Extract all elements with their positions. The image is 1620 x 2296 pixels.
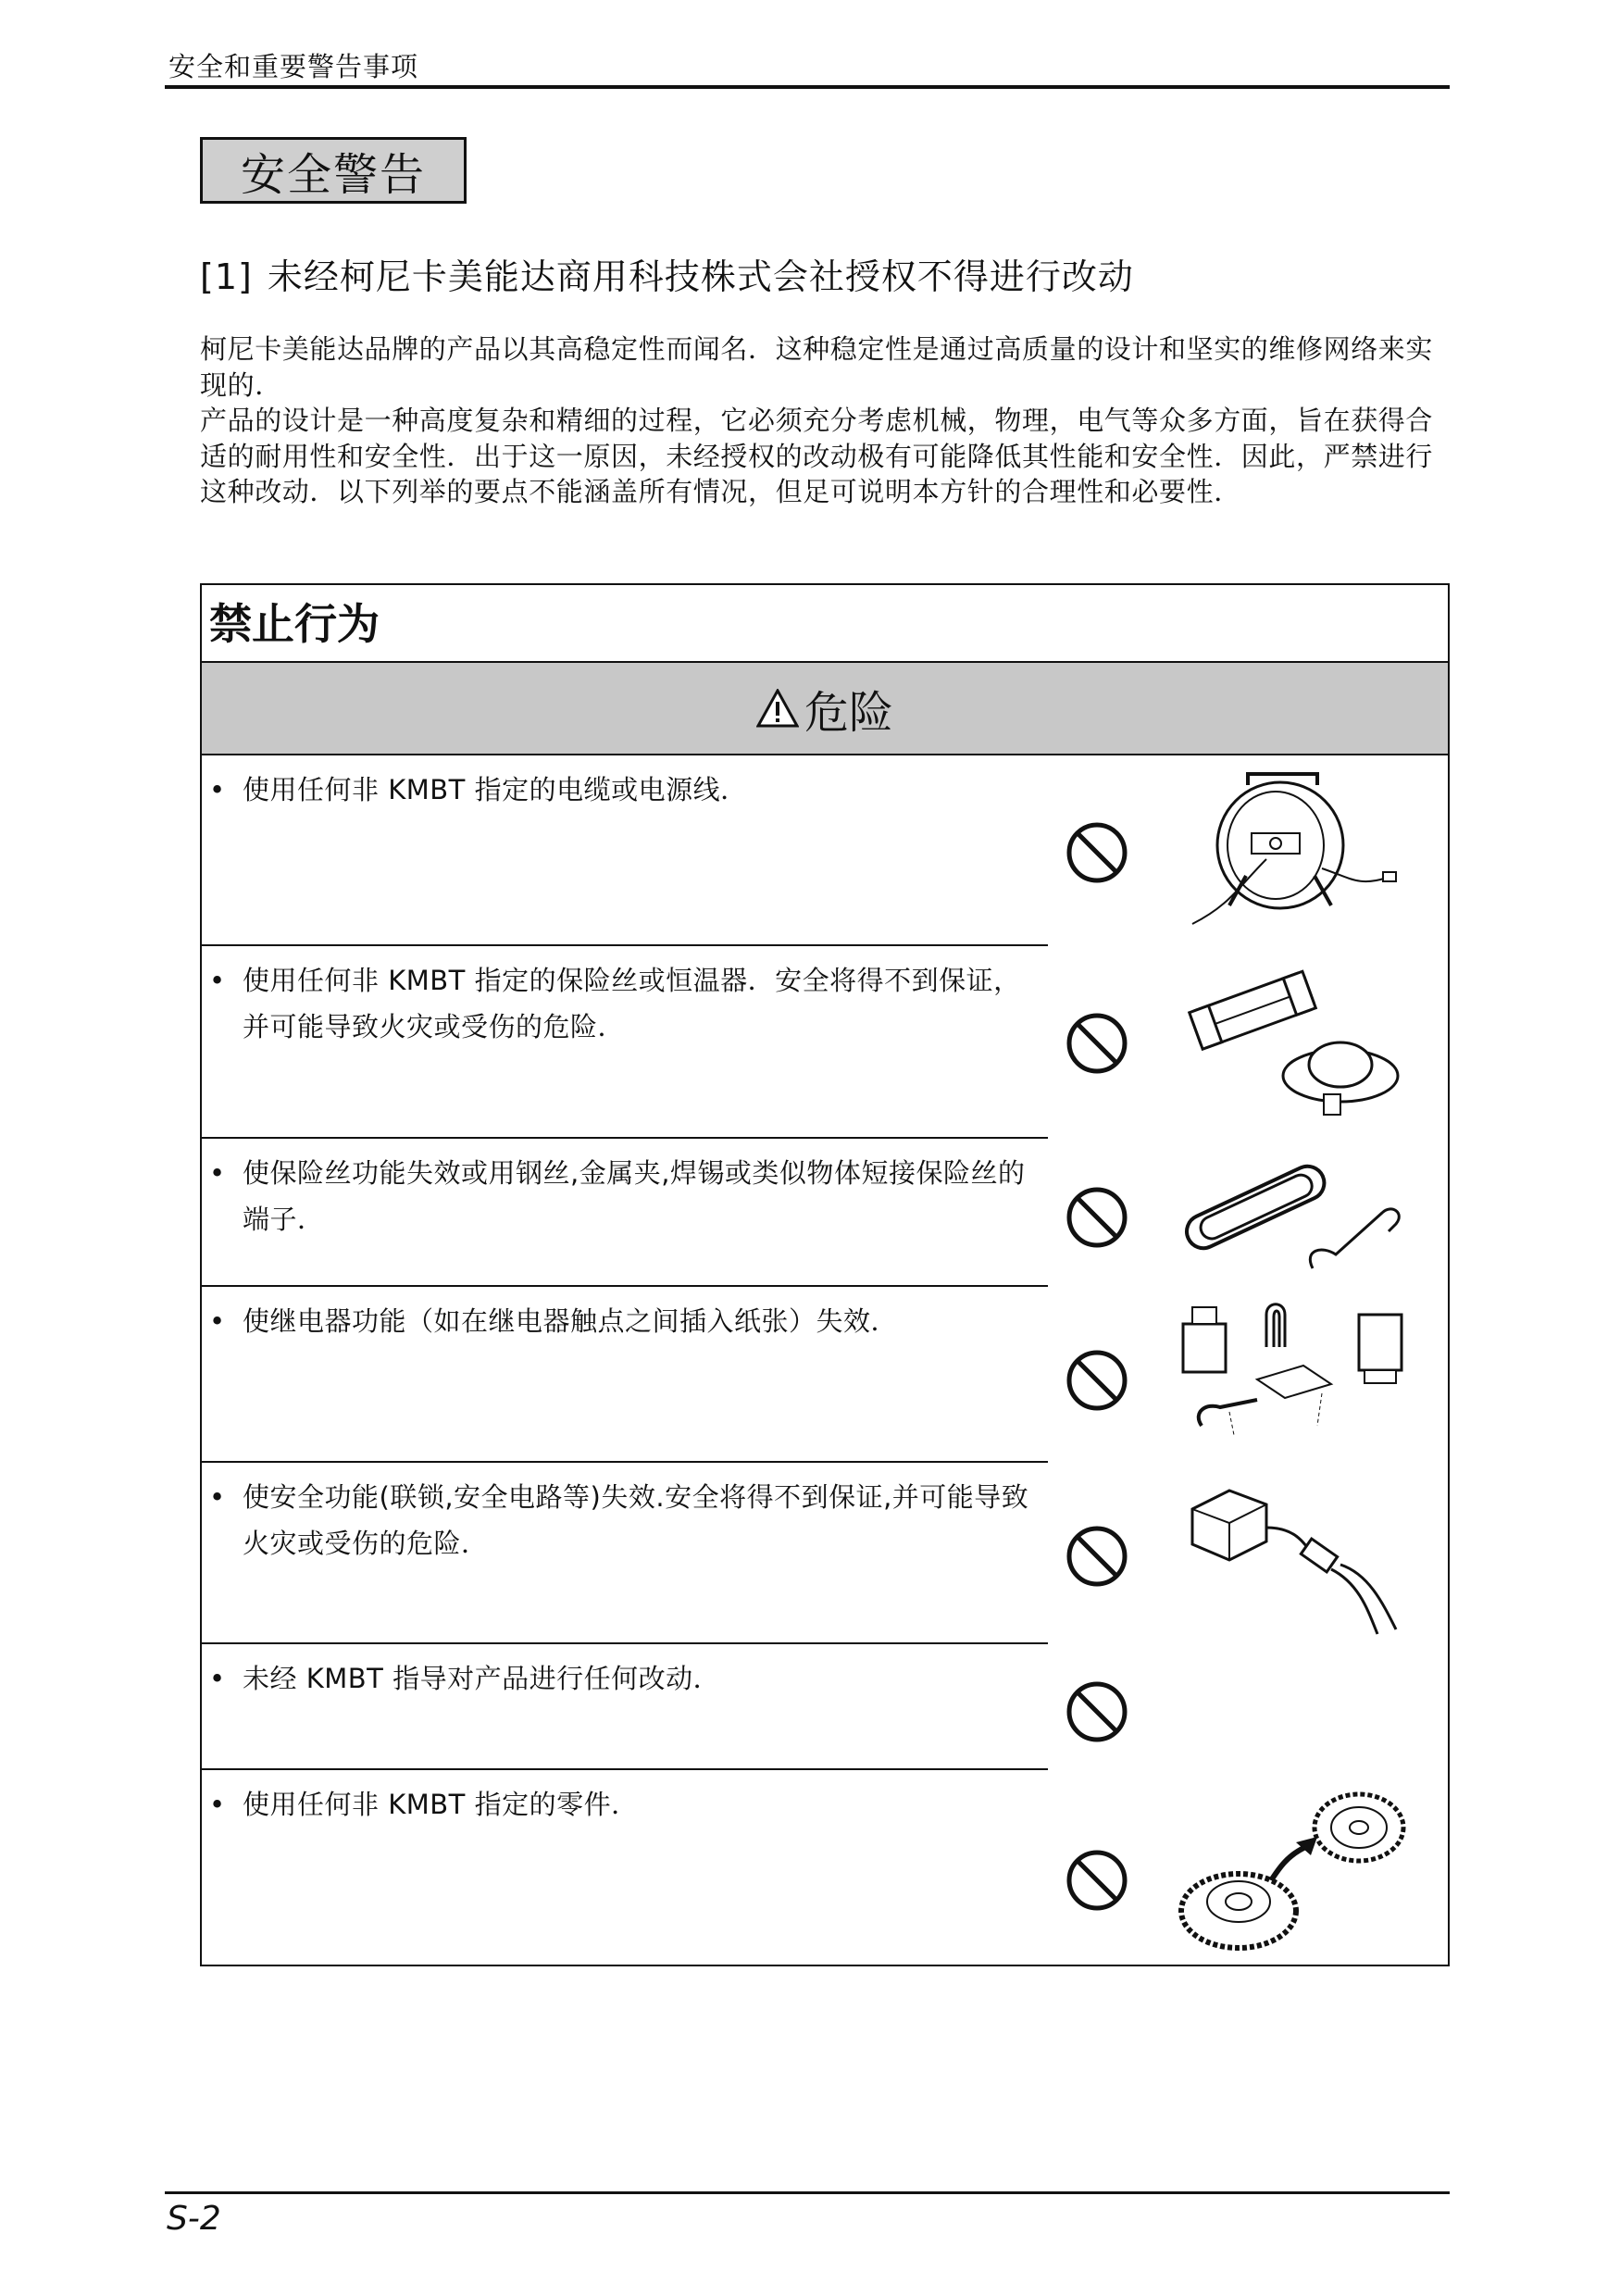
- prohibition-icon: [1065, 820, 1129, 885]
- intro-paragraph-2: 产品的设计是一种高度复杂和精细的过程，它必须充分考虑机械，物理，电气等众多方面，旨在获得合适的耐用性和安全性．出于这一原因，未经授权的改动极有可能降低其性能和安全性．因此，严禁进行这种改动．以下列举的要点不能涵盖所有情况，但足可说明本方针的合理性和必要性．: [200, 405, 1434, 507]
- header-rule: [165, 85, 1450, 89]
- prohibition-icon: [1065, 1524, 1129, 1589]
- subheading: [200, 248, 1134, 299]
- prohibited-item-text: 使保险丝功能失效或用钢丝,金属夹,焊锡或类似物体短接保险丝的端子．: [243, 1157, 1026, 1235]
- prohibition-icon: [1065, 1011, 1129, 1076]
- relays-icon: [1165, 1296, 1433, 1454]
- bullet: •: [209, 1789, 226, 1820]
- prohibited-item-text: 使继电器功能（如在继电器触点之间插入纸张）失效．: [243, 1305, 899, 1337]
- cable-reel-icon: [1174, 767, 1405, 933]
- prohibited-item: [202, 946, 1448, 1139]
- footer-rule: [165, 2191, 1450, 2194]
- prohibited-item-text: 使用任何非 KMBT 指定的保险丝或恒温器．安全将得不到保证，并可能导致火灾或受伤的危险．: [243, 965, 1021, 1042]
- bullet: •: [209, 1663, 226, 1694]
- prohibited-title: 禁止行为: [202, 585, 1448, 663]
- prohibited-item-text: 使用任何非 KMBT 指定的电缆或电源线．: [243, 774, 748, 805]
- prohibited-item: [202, 755, 1448, 946]
- prohibited-item: [202, 1139, 1448, 1287]
- danger-banner: [202, 663, 1448, 755]
- fuse-and-thermostat-icon: [1174, 955, 1405, 1131]
- paper-clip-wire-icon: [1174, 1157, 1414, 1278]
- section-label-box: 安全警告: [200, 137, 467, 204]
- prohibited-item-text: 使用任何非 KMBT 指定的零件．: [243, 1789, 639, 1820]
- prohibition-icon: [1065, 1848, 1129, 1913]
- bullet: •: [209, 774, 226, 805]
- prohibition-icon: [1065, 1185, 1129, 1250]
- intro-text: [200, 331, 1450, 510]
- warning-triangle-icon: [756, 689, 799, 728]
- prohibited-item: [202, 1287, 1448, 1463]
- bullet: •: [209, 965, 226, 996]
- interlock-connector-icon: [1174, 1472, 1414, 1639]
- page-header-title: 安全和重要警告事项: [168, 51, 419, 82]
- prohibited-item: [202, 1644, 1448, 1770]
- bullet: •: [209, 1481, 226, 1513]
- bullet: •: [209, 1305, 226, 1337]
- prohibited-actions-table: [200, 583, 1450, 1966]
- prohibition-icon: [1065, 1679, 1129, 1744]
- prohibited-item-text: 使安全功能(联锁,安全电路等)失效.安全将得不到保证,并可能导致火灾或受伤的危险．: [243, 1481, 1029, 1559]
- prohibited-item: [202, 1463, 1448, 1644]
- prohibition-icon: [1065, 1348, 1129, 1413]
- prohibited-item: [202, 1770, 1448, 1965]
- danger-label: 危险: [804, 686, 893, 739]
- gears-icon: [1174, 1781, 1414, 1957]
- prohibited-item-text: 未经 KMBT 指导对产品进行任何改动．: [243, 1663, 721, 1694]
- page-number: S-2: [167, 2200, 221, 2238]
- subheading-number: [1]: [200, 256, 253, 297]
- intro-paragraph-1: 柯尼卡美能达品牌的产品以其高稳定性而闻名．这种稳定性是通过高质量的设计和坚实的维修网络来实现的．: [200, 333, 1434, 401]
- subheading-text: 未经柯尼卡美能达商用科技株式会社授权不得进行改动: [267, 256, 1134, 297]
- bullet: •: [209, 1157, 226, 1189]
